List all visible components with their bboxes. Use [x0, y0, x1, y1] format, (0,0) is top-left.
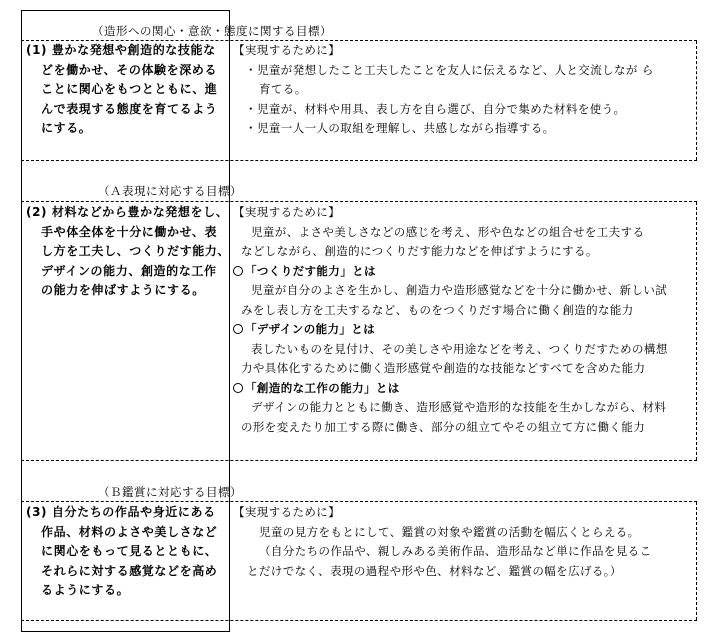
goal-line: の能力を伸ばすようにする。	[41, 283, 205, 297]
circle-icon	[233, 324, 243, 334]
detail-title: 【実現するために】	[233, 205, 341, 219]
detail-item	[233, 119, 695, 139]
goal-line: 手や体全体を十分に働かせ、表	[41, 224, 218, 239]
section-3-heading: （Ｂ鑑賞に対応する目標）	[98, 485, 242, 499]
goal-line: デザインの能力、創造的な工作	[41, 263, 217, 278]
ability-title: 「つくりだす能力」とは	[233, 262, 695, 282]
detail-item	[233, 61, 695, 81]
ability-line: の形を変えたり加工する際に働き、部分の組立てやその組立て方に働く能力	[241, 419, 646, 434]
goal-line: にする。	[41, 121, 92, 135]
ability-line: みをし表し方を工夫するなど、ものをつくりだす場合に働く創造的な能力	[241, 302, 634, 317]
ability-title: 「デザインの能力」とは	[233, 320, 695, 340]
detail-text: 育てる。	[259, 82, 307, 96]
intro-line: 児童の見方をもとにして、鑑賞の対象や鑑賞の活動を幅広くとらえる。	[259, 524, 640, 539]
section-1-detail	[233, 41, 695, 139]
intro-line: などしながら、創造的につくりだす能力などを伸ばすようにする。	[241, 244, 598, 258]
section-2-detail	[233, 203, 695, 437]
goal-line: に関心をもって見るとともに、	[41, 544, 218, 558]
goal-line: んで表現する態度を育てるよう	[41, 101, 218, 116]
detail-text: 児童が発想したこと工夫したことを友人に伝えるなど、人と交流しなが ら	[257, 62, 654, 77]
section-3-detail	[233, 503, 695, 581]
section-1-goal	[26, 41, 228, 139]
goal-line: し方を工夫し、つくりだす能力、	[41, 244, 231, 258]
goal-line: るようにする。	[41, 583, 130, 597]
ability-line: 力や具体化するために働く造形感覚や創造的な技能などすべてを含めた能力	[241, 361, 646, 375]
bullet: ・	[245, 101, 257, 116]
goal-line: (2) 材料などから豊かな発想をし、	[26, 205, 229, 219]
circle-icon	[233, 383, 243, 393]
goal-line: ことに関心をもつとともに、進	[41, 82, 218, 96]
section-3-goal	[26, 503, 228, 601]
bullet: ・	[245, 121, 257, 135]
detail-text: 児童一人一人の取組を理解し、共感しながら指導する。	[257, 121, 555, 135]
goal-line: それらに対する感覚などを高め	[41, 563, 218, 578]
ability-line: デザインの能力とともに働き、造形感覚や造形的な技能を生かしながら、材料	[251, 400, 667, 414]
ability-line: 表したいものを見付け、その美しさや用途などを考え、つくりだすための構想	[251, 341, 668, 356]
intro-line: 児童が、よさや美しさなどの感じを考え、形や色などの組合せを工夫する	[251, 224, 645, 239]
intro-line: （自分たちの作品や、親しみある美術作品、造形品など単に作品を見るこ	[259, 544, 652, 558]
section-2-goal	[26, 203, 231, 301]
detail-item	[233, 80, 695, 100]
section-2-heading: （Ａ表現に対応する目標）	[98, 184, 242, 198]
circle-icon	[233, 266, 243, 276]
detail-title: 【実現するために】	[233, 43, 341, 57]
bullet: ・	[245, 62, 257, 77]
detail-text: 児童が、材料や用具、表し方を自ら選び、自分で集めた材料を使う。	[257, 101, 626, 116]
goal-line: (1) 豊かな発想や創造的な技能な	[26, 43, 216, 57]
ability-title: 「創造的な工作の能力」とは	[233, 379, 695, 399]
goal-line: (3) 自分たちの作品や身近にある	[26, 505, 216, 519]
detail-title: 【実現するために】	[233, 505, 341, 519]
goal-line: どを働かせ、その体験を深める	[41, 62, 218, 77]
detail-item	[233, 100, 695, 120]
ability-line: 児童が自分のよさを生かし、創造力や造形感覚などを十分に働かせ、新しい試	[251, 283, 668, 297]
section-1-heading: （造形への関心・意欲・態度に関する目標）	[92, 24, 332, 38]
goal-line: 作品、材料のよさや美しさなど	[41, 524, 218, 539]
intro-line: とだけでなく、表現の過程や形や色、材料など、鑑賞の幅を広げる。）	[247, 563, 622, 578]
